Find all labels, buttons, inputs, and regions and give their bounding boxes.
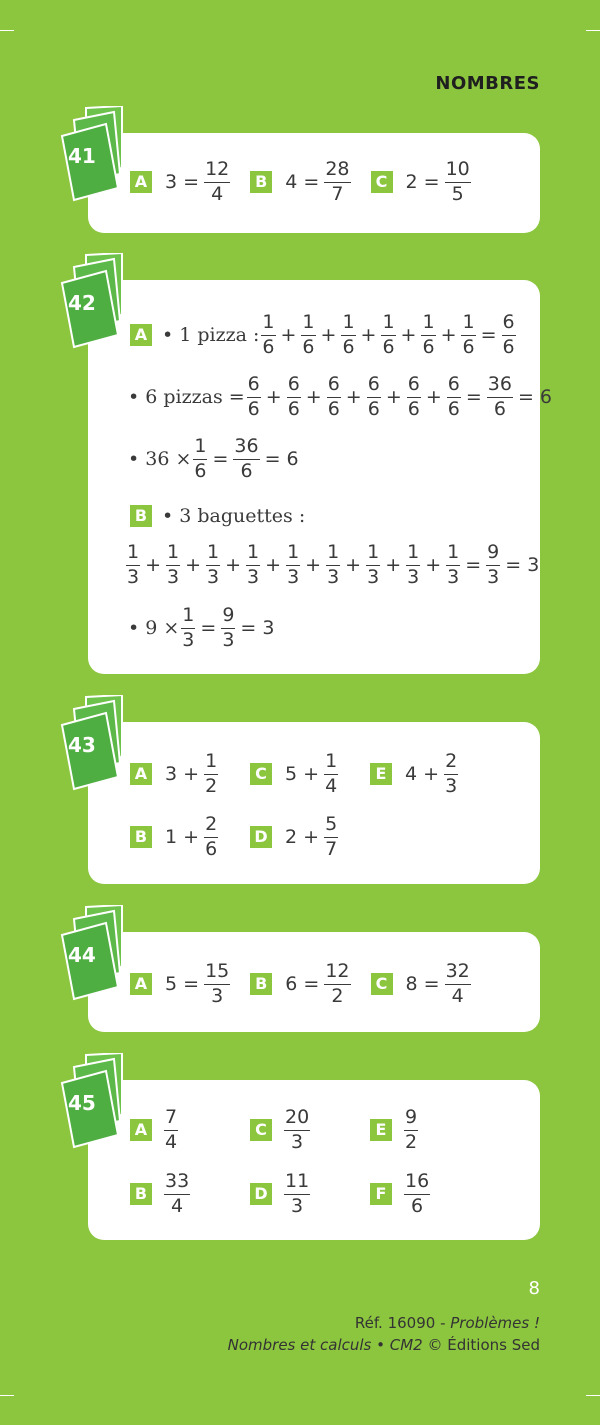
numerator: 1 [204, 752, 218, 775]
answer-a [130, 160, 232, 205]
crop-mark [0, 1395, 14, 1396]
fraction [193, 437, 207, 482]
answer-label: A [130, 171, 152, 193]
denominator: 3 [291, 1130, 304, 1153]
answer-c [250, 752, 370, 797]
lhs: 3 = [165, 171, 200, 194]
crop-mark [586, 30, 600, 31]
exercise-44-answers [130, 962, 491, 1007]
fraction [284, 1172, 310, 1217]
denominator: 7 [325, 837, 338, 860]
exercise-number: 44 [68, 943, 96, 967]
fraction [206, 543, 220, 588]
exercise-43-row2 [130, 815, 340, 860]
numerator: 1 [301, 313, 315, 336]
exercise-45-row1 [130, 1108, 420, 1153]
result: = 3 [240, 617, 275, 640]
answer-label: F [370, 1183, 392, 1205]
numerator: 10 [445, 160, 471, 183]
whole: 2 + [285, 826, 320, 849]
denominator: 3 [211, 984, 224, 1007]
footer-ref-title: Problèmes ! [450, 1314, 540, 1332]
numerator: 1 [446, 543, 460, 566]
plus: + [440, 324, 457, 347]
answer-label: C [250, 763, 272, 785]
sum-expression [259, 313, 517, 358]
plus: + [320, 324, 337, 347]
fraction [326, 543, 340, 588]
denominator: 3 [182, 628, 195, 651]
fraction [233, 437, 259, 482]
plus: + [385, 386, 402, 409]
denominator: 6 [502, 335, 515, 358]
denominator: 4 [165, 1130, 178, 1153]
fraction [367, 375, 381, 420]
denominator: 6 [462, 335, 475, 358]
denominator: 6 [422, 335, 435, 358]
denominator: 3 [447, 565, 460, 588]
fraction [324, 815, 338, 860]
numerator: 1 [126, 543, 140, 566]
fraction [407, 375, 421, 420]
numerator: 11 [284, 1172, 310, 1195]
numerator: 1 [366, 543, 380, 566]
whole: 4 + [405, 763, 440, 786]
denominator: 7 [331, 182, 344, 205]
footer-publisher: © Éditions Sed [422, 1336, 540, 1354]
plus: + [360, 324, 377, 347]
numerator: 1 [261, 313, 275, 336]
line-prefix: • 1 pizza : [162, 324, 260, 347]
fraction [204, 752, 218, 797]
numerator: 12 [324, 962, 350, 985]
crop-mark [0, 30, 14, 31]
answer-label: B [130, 826, 152, 848]
plus: + [385, 554, 402, 577]
exercise-43-row1 [130, 752, 460, 797]
fraction [204, 815, 218, 860]
denominator: 6 [205, 837, 218, 860]
fraction [204, 962, 230, 1007]
numerator: 1 [193, 437, 207, 460]
ex42-line6 [128, 606, 277, 651]
exercise-44-badge [60, 905, 122, 989]
numerator: 6 [447, 375, 461, 398]
fraction [404, 1172, 430, 1217]
fraction [166, 543, 180, 588]
ex42-line1 [130, 313, 518, 358]
numerator: 2 [204, 815, 218, 838]
section-title: NOMBRES [435, 73, 540, 94]
fraction [221, 606, 235, 651]
plus: + [185, 554, 202, 577]
answer-e [370, 1108, 420, 1153]
denominator: 6 [327, 397, 340, 420]
numerator: 20 [284, 1108, 310, 1131]
result: = 6 [517, 386, 553, 409]
fraction [247, 375, 261, 420]
answer-label: B [130, 1183, 152, 1205]
fraction [447, 375, 461, 420]
numerator: 33 [164, 1172, 190, 1195]
plus: + [425, 386, 442, 409]
numerator: 1 [341, 313, 355, 336]
fraction [324, 160, 350, 205]
denominator: 6 [240, 459, 253, 482]
answer-label: C [371, 171, 393, 193]
numerator: 1 [166, 543, 180, 566]
lhs: 8 = [405, 973, 440, 996]
denominator: 4 [451, 984, 464, 1007]
numerator: 28 [324, 160, 350, 183]
denominator: 3 [287, 565, 300, 588]
answer-f [370, 1172, 432, 1217]
numerator: 2 [444, 752, 458, 775]
answer-c [371, 962, 473, 1007]
fraction [381, 313, 395, 358]
answer-e [370, 752, 460, 797]
fraction [445, 962, 471, 1007]
footer-ref [355, 1314, 540, 1332]
exercise-number: 41 [68, 144, 96, 168]
crop-mark [586, 1395, 600, 1396]
plus: + [345, 554, 362, 577]
answer-label: C [371, 973, 393, 995]
answer-label: B [250, 973, 272, 995]
plus: + [305, 554, 322, 577]
page-number: 8 [528, 1278, 540, 1299]
denominator: 6 [247, 397, 260, 420]
answer-label: A [130, 324, 152, 346]
denominator: 4 [171, 1194, 184, 1217]
exercise-number: 45 [68, 1091, 96, 1115]
lhs: 5 = [165, 973, 200, 996]
answer-label: D [250, 826, 272, 848]
numerator: 1 [381, 313, 395, 336]
fraction [324, 752, 338, 797]
exercise-42-badge [60, 253, 122, 337]
denominator: 6 [407, 397, 420, 420]
answer-label: B [130, 505, 152, 527]
numerator: 9 [221, 606, 235, 629]
denominator: 3 [247, 565, 260, 588]
numerator: 6 [367, 375, 381, 398]
numerator: 36 [233, 437, 259, 460]
exercise-number: 43 [68, 733, 96, 757]
numerator: 1 [326, 543, 340, 566]
denominator: 4 [325, 774, 338, 797]
answer-label: D [250, 1183, 272, 1205]
denominator: 3 [445, 774, 458, 797]
equals: = [212, 448, 229, 471]
exercise-45-row2 [130, 1172, 432, 1217]
fraction [461, 313, 475, 358]
numerator: 6 [247, 375, 261, 398]
numerator: 1 [461, 313, 475, 336]
answer-a [130, 1108, 250, 1153]
fraction [406, 543, 420, 588]
fraction [246, 543, 260, 588]
numerator: 6 [407, 375, 421, 398]
fraction [164, 1108, 178, 1153]
fraction [261, 313, 275, 358]
fraction [502, 313, 516, 358]
equals: = [200, 617, 217, 640]
denominator: 3 [222, 628, 235, 651]
denominator: 6 [302, 335, 315, 358]
fraction [204, 160, 230, 205]
plus: + [280, 324, 297, 347]
denominator: 6 [382, 335, 395, 358]
answer-label: E [370, 1119, 392, 1141]
lhs: 2 = [405, 171, 440, 194]
footer-credit [228, 1336, 540, 1354]
denominator: 6 [411, 1194, 424, 1217]
equals: = [465, 386, 482, 409]
fraction [404, 1108, 418, 1153]
exercise-number: 42 [68, 291, 96, 315]
fraction [301, 313, 315, 358]
plus: + [400, 324, 417, 347]
fraction [341, 313, 355, 358]
numerator: 1 [421, 313, 435, 336]
whole: 3 + [165, 763, 200, 786]
line-prefix: • 36 × [128, 448, 192, 471]
numerator: 9 [404, 1108, 418, 1131]
plus: + [305, 386, 322, 409]
answer-label: A [130, 1119, 152, 1141]
exercise-43-badge [60, 695, 122, 779]
numerator: 7 [164, 1108, 178, 1131]
answer-b [250, 160, 352, 205]
denominator: 3 [487, 565, 500, 588]
answer-b [250, 962, 352, 1007]
fraction [324, 962, 350, 1007]
denominator: 6 [342, 335, 355, 358]
numerator: 6 [287, 375, 301, 398]
whole: 1 + [165, 826, 200, 849]
numerator: 1 [286, 543, 300, 566]
whole: 5 + [285, 763, 320, 786]
fraction [287, 375, 301, 420]
ex42-line2 [128, 375, 555, 420]
numerator: 1 [246, 543, 260, 566]
numerator: 5 [324, 815, 338, 838]
footer-series: Nombres et calculs • CM2 [227, 1336, 423, 1354]
plus: + [345, 386, 362, 409]
denominator: 3 [367, 565, 380, 588]
answer-b [130, 815, 250, 860]
answer-a [130, 962, 232, 1007]
fraction [486, 543, 500, 588]
numerator: 1 [406, 543, 420, 566]
denominator: 2 [405, 1130, 418, 1153]
denominator: 3 [291, 1194, 304, 1217]
fraction [444, 752, 458, 797]
answer-label: E [370, 763, 392, 785]
exercise-41-answers [130, 160, 491, 205]
equals: = [480, 324, 497, 347]
sum-expression [245, 375, 555, 420]
denominator: 3 [127, 565, 140, 588]
answer-d [250, 1172, 370, 1217]
denominator: 6 [194, 459, 207, 482]
plus: + [265, 554, 282, 577]
denominator: 6 [262, 335, 275, 358]
numerator: 1 [181, 606, 195, 629]
sum-expression [124, 543, 542, 588]
fraction [327, 375, 341, 420]
answer-label: C [250, 1119, 272, 1141]
denominator: 3 [407, 565, 420, 588]
answer-d [250, 815, 340, 860]
fraction [284, 1108, 310, 1153]
equals: = [465, 554, 482, 577]
numerator: 12 [204, 160, 230, 183]
numerator: 6 [502, 313, 516, 336]
result: = 6 [264, 448, 299, 471]
numerator: 1 [206, 543, 220, 566]
denominator: 6 [367, 397, 380, 420]
answer-label: A [130, 763, 152, 785]
ex42-line3 [128, 437, 302, 482]
denominator: 3 [327, 565, 340, 588]
denominator: 2 [205, 774, 218, 797]
fraction [366, 543, 380, 588]
plus: + [265, 386, 282, 409]
denominator: 6 [447, 397, 460, 420]
fraction [126, 543, 140, 588]
lhs: 6 = [285, 973, 320, 996]
answer-label: A [130, 973, 152, 995]
numerator: 1 [324, 752, 338, 775]
denominator: 6 [287, 397, 300, 420]
numerator: 36 [487, 375, 513, 398]
numerator: 32 [445, 962, 471, 985]
numerator: 6 [327, 375, 341, 398]
ex42-line5 [124, 543, 542, 588]
numerator: 15 [204, 962, 230, 985]
denominator: 2 [331, 984, 344, 1007]
answer-c [250, 1108, 370, 1153]
fraction [181, 606, 195, 651]
exercise-45-badge [60, 1053, 122, 1137]
result: = 3 [505, 554, 540, 577]
answer-a [130, 752, 250, 797]
answer-b [130, 1172, 250, 1217]
denominator: 6 [493, 397, 506, 420]
denominator: 3 [167, 565, 180, 588]
fraction [445, 160, 471, 205]
plus: + [425, 554, 442, 577]
ex42-line4 [130, 505, 305, 527]
line-prefix: • 3 baguettes : [162, 505, 306, 527]
fraction [421, 313, 435, 358]
denominator: 4 [211, 182, 224, 205]
denominator: 3 [207, 565, 220, 588]
lhs: 4 = [285, 171, 320, 194]
line-prefix: • 6 pizzas = [128, 386, 245, 409]
line-prefix: • 9 × [128, 617, 180, 640]
plus: + [145, 554, 162, 577]
fraction [286, 543, 300, 588]
denominator: 5 [451, 182, 464, 205]
footer-ref-text: Réf. 16090 - [354, 1314, 451, 1332]
exercise-41-badge [60, 106, 122, 190]
answer-label: B [250, 171, 272, 193]
numerator: 16 [404, 1172, 430, 1195]
answer-c [371, 160, 473, 205]
fraction [446, 543, 460, 588]
numerator: 9 [486, 543, 500, 566]
fraction [487, 375, 513, 420]
plus: + [225, 554, 242, 577]
fraction [164, 1172, 190, 1217]
